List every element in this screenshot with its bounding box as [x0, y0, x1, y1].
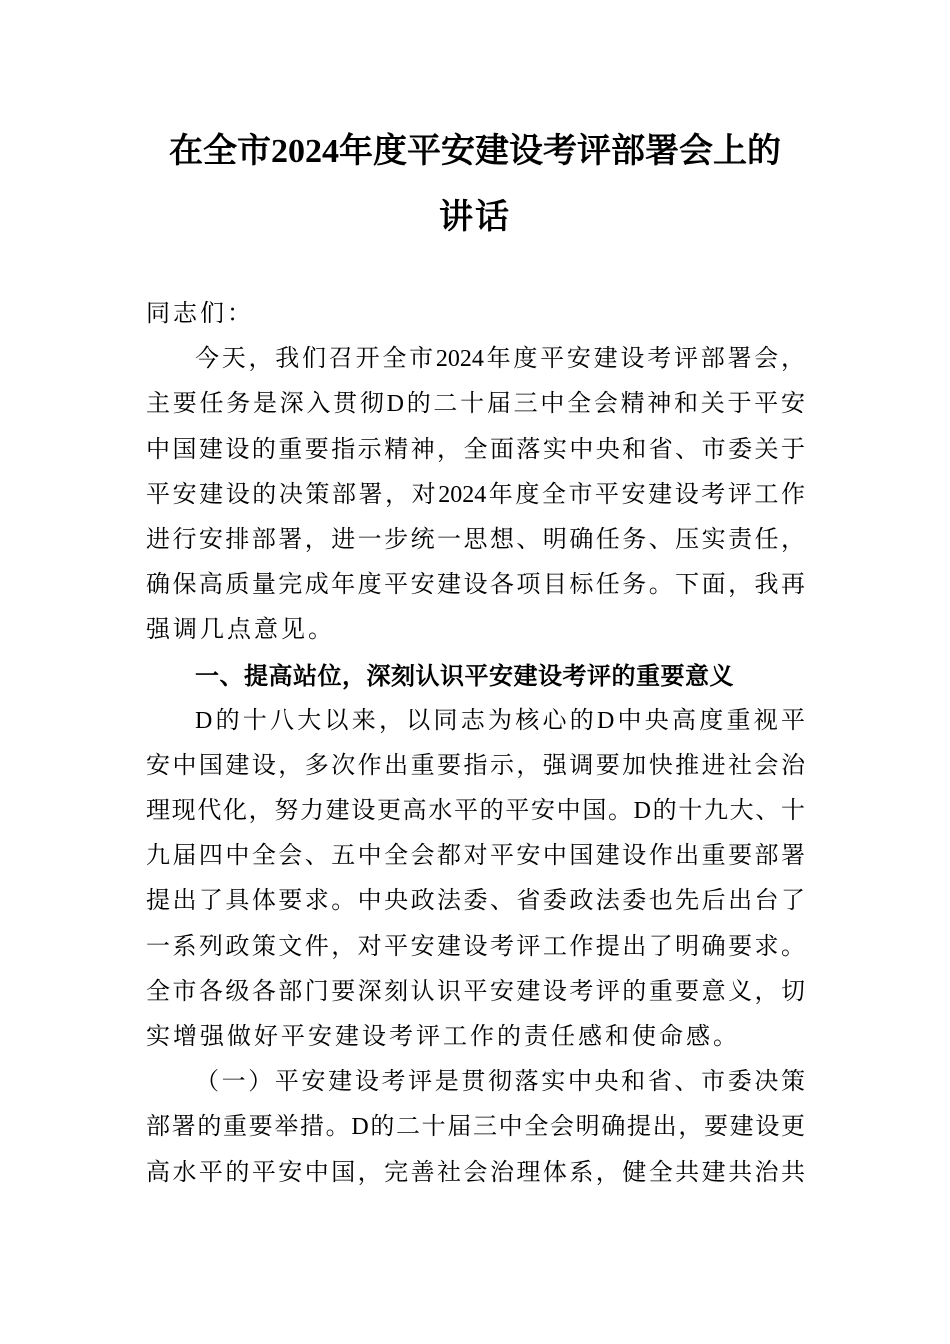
- document-title-line-1: 在全市2024年度平安建设考评部署会上的: [169, 133, 781, 170]
- paragraph: [146, 1060, 805, 1196]
- text-line: 高水平的平安中国，完善社会治理体系，健全共建共治共: [146, 1159, 805, 1186]
- text-line: 强调几点意见。: [146, 617, 335, 644]
- text-line: 中国建设的重要指示精神，全面落实中央和省、市委关于: [146, 436, 805, 463]
- text-line: 同志们：: [146, 301, 254, 327]
- text-line: 今天，我们召开全市2024年度平安建设考评部署会，: [195, 346, 805, 373]
- text-line: 一、提高站位，深刻认识平安建设考评的重要意义: [195, 661, 734, 690]
- text-line: 全市各级各部门要深刻认识平安建设考评的重要意义，切: [146, 978, 805, 1005]
- salutation: [146, 292, 805, 337]
- text-line: 安中国建设，多次作出重要指示，强调要加快推进社会治: [146, 752, 805, 779]
- text-line: 主要任务是深入贯彻D的二十届三中全会精神和关于平安: [146, 391, 805, 418]
- text-line: 确保高质量完成年度平安建设各项目标任务。下面，我再: [146, 572, 805, 599]
- document-body: [146, 292, 805, 1196]
- text-line: 提出了具体要求。中央政法委、省委政法委也先后出台了: [146, 888, 805, 915]
- text-line: 实增强做好平安建设考评工作的责任感和使命感。: [146, 1024, 740, 1050]
- text-line: 一系列政策文件，对平安建设考评工作提出了明确要求。: [146, 933, 805, 960]
- text-line: 进行安排部署，进一步统一思想、明确任务、压实责任，: [146, 526, 805, 553]
- text-line: 九届四中全会、五中全会都对平安中国建设作出重要部署: [146, 843, 805, 870]
- paragraph: [146, 699, 805, 1061]
- text-line: 平安建设的决策部署，对2024年度全市平安建设考评工作: [146, 481, 805, 508]
- text-line: 部署的重要举措。D的二十届三中全会明确提出，要建设更: [146, 1114, 805, 1141]
- section-heading: [146, 654, 805, 699]
- text-line: D的十八大以来，以同志为核心的D中央高度重视平: [195, 707, 805, 734]
- text-line: （一）平安建设考评是贯彻落实中央和省、市委决策: [195, 1069, 805, 1096]
- document-title-line-2: 讲话: [439, 199, 511, 236]
- text-line: 理现代化，努力建设更高水平的平安中国。D的十九大、十: [146, 798, 805, 825]
- paragraph: [146, 337, 805, 653]
